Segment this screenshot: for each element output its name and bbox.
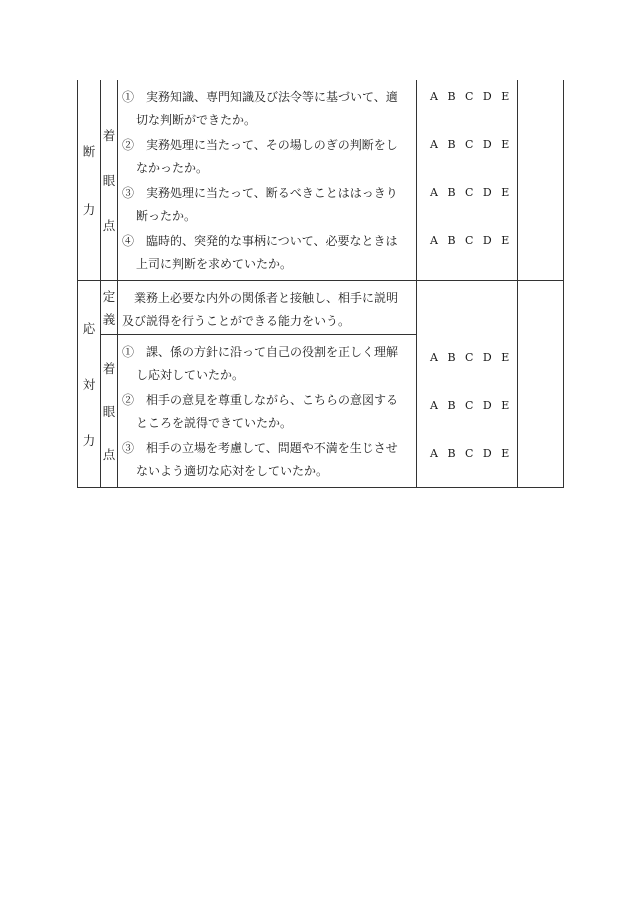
focus-item-text: し応対していたか。 (136, 367, 245, 382)
focus-label-char: 着 (102, 360, 116, 376)
evaluation-table (77, 80, 564, 488)
judgment-focus-label-cell (101, 80, 118, 281)
response-category-char: 力 (82, 433, 96, 448)
judgment-category-cell (78, 80, 101, 281)
focus-label-char: 眼 (102, 172, 116, 188)
focus-item (122, 182, 412, 227)
response-category-char: 対 (82, 377, 96, 392)
focus-label-char: 点 (102, 446, 116, 462)
grade-scale: A B C D E (430, 399, 510, 412)
focus-item-text: ところを説得できていたか。 (136, 415, 293, 430)
focus-label-char: 点 (102, 217, 116, 233)
focus-item-text: ② 相手の意見を尊重しながら、こちらの意図する (122, 393, 399, 407)
definition-line: 業務上必要な内外の関係者と接触し、相手に説明 (122, 291, 399, 305)
definition-label-char: 定 (102, 288, 116, 304)
focus-label-char: 着 (102, 127, 116, 143)
focus-item-text: ① 実務知識、専門知識及び法令等に基づいて、適 (122, 90, 398, 104)
grade-scale: A B C D E (430, 138, 510, 151)
focus-item-text: なかったか。 (136, 160, 209, 175)
definition-text (118, 281, 417, 335)
focus-item-text: ③ 相手の立場を考慮して、問題や不満を生じさせ (122, 441, 398, 455)
grade-scale: A B C D E (430, 447, 510, 460)
definition-label-char: 義 (102, 311, 116, 327)
judgment-score-cell (518, 80, 564, 281)
grade-scale: A B C D E (430, 186, 510, 199)
focus-item-text: 切な判断ができたか。 (136, 112, 257, 127)
focus-item (122, 230, 412, 275)
response-category-char: 応 (82, 321, 96, 336)
response-category-cell (78, 281, 101, 488)
response-grade-cell (417, 281, 518, 488)
grade-scale: A B C D E (430, 351, 510, 364)
focus-item (122, 86, 412, 131)
judgment-category-char: 力 (82, 202, 96, 217)
focus-item-text: 断ったか。 (136, 208, 197, 223)
response-score-cell (518, 281, 564, 488)
response-definition-row (78, 281, 564, 335)
grade-scale: A B C D E (430, 234, 510, 247)
judgment-focus-row (78, 80, 564, 281)
judgment-focus-items (118, 80, 417, 281)
focus-item-text: 上司に判断を求めていたか。 (136, 256, 293, 271)
focus-item (122, 437, 412, 482)
focus-item (122, 134, 412, 179)
focus-item-text: ③ 実務処理に当たって、断るべきことははっきり (122, 186, 398, 200)
definition-line: 及び説得を行うことができる能力をいう。 (122, 313, 351, 328)
focus-label-char: 眼 (102, 403, 116, 419)
focus-item-text: ① 課、係の方針に沿って自己の役割を正しく理解 (122, 345, 399, 359)
response-focus-items (118, 335, 417, 488)
definition-label-cell (101, 281, 118, 335)
judgment-grade-cell (417, 80, 518, 281)
focus-item (122, 341, 412, 386)
judgment-category-char: 断 (82, 144, 96, 159)
response-focus-label-cell (101, 335, 118, 488)
focus-item-text: ④ 臨時的、突発的な事柄について、必要なときは (122, 234, 398, 248)
focus-item (122, 389, 412, 434)
grade-scale: A B C D E (430, 90, 510, 103)
focus-item-text: ② 実務処理に当たって、その場しのぎの判断をし (122, 138, 398, 152)
focus-item-text: ないよう適切な応対をしていたか。 (136, 463, 329, 478)
